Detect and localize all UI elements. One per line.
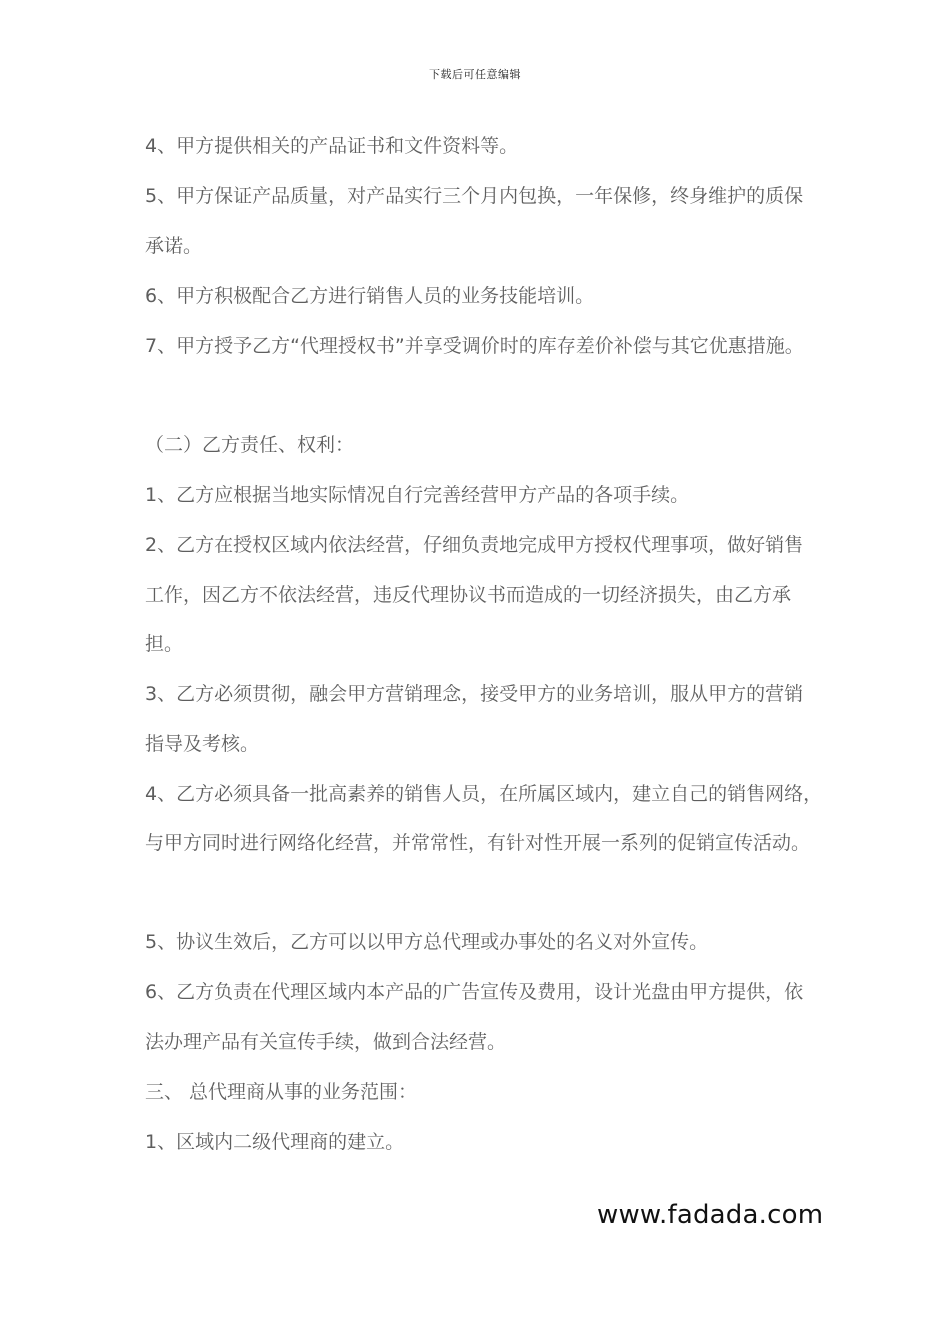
paragraph-line: 指导及考核。 bbox=[145, 733, 260, 755]
paragraph-line: 与甲方同时进行网络化经营，并常常性，有针对性开展一系列的促销宣传活动。 bbox=[145, 832, 811, 854]
paragraph-line: 担。 bbox=[145, 633, 184, 655]
paragraph-line: 5、甲方保证产品质量，对产品实行三个月内包换，一年保修，终身维护的质保 bbox=[145, 185, 804, 207]
paragraph-line: 承诺。 bbox=[145, 235, 203, 257]
paragraph-line: 1、乙方应根据当地实际情况自行完善经营甲方产品的各项手续。 bbox=[145, 484, 690, 506]
paragraph-line: 法办理产品有关宣传手续，做到合法经营。 bbox=[145, 1031, 507, 1053]
paragraph-line: 6、甲方积极配合乙方进行销售人员的业务技能培训。 bbox=[145, 285, 595, 307]
paragraph-line: 4、乙方必须具备一批高素养的销售人员，在所属区域内，建立自己的销售网络， bbox=[145, 783, 823, 805]
paragraph-line: 5、协议生效后，乙方可以以甲方总代理或办事处的名义对外宣传。 bbox=[145, 931, 709, 953]
paragraph-line: 2、乙方在授权区域内依法经营，仔细负责地完成甲方授权代理事项，做好销售 bbox=[145, 534, 804, 556]
paragraph-line: 6、乙方负责在代理区域内本产品的广告宣传及费用，设计光盘由甲方提供，依 bbox=[145, 981, 804, 1003]
page-header-note: 下载后可任意编辑 bbox=[429, 68, 521, 81]
section-heading: 三、 总代理商从事的业务范围： bbox=[145, 1081, 418, 1103]
paragraph-line: 3、乙方必须贯彻，融会甲方营销理念，接受甲方的业务培训，服从甲方的营销 bbox=[145, 683, 804, 705]
section-heading: （二）乙方责任、权利： bbox=[145, 434, 355, 456]
paragraph-line: 4、甲方提供相关的产品证书和文件资料等。 bbox=[145, 135, 519, 157]
footer-website: www.fadada.com bbox=[597, 1200, 824, 1230]
paragraph-line: 工作，因乙方不依法经营，违反代理协议书而造成的一切经济损失，由乙方承 bbox=[145, 584, 792, 606]
paragraph-line: 7、甲方授予乙方“代理授权书”并享受调价时的库存差价补偿与其它优惠措施。 bbox=[145, 335, 804, 357]
paragraph-line: 1、区域内二级代理商的建立。 bbox=[145, 1131, 405, 1153]
